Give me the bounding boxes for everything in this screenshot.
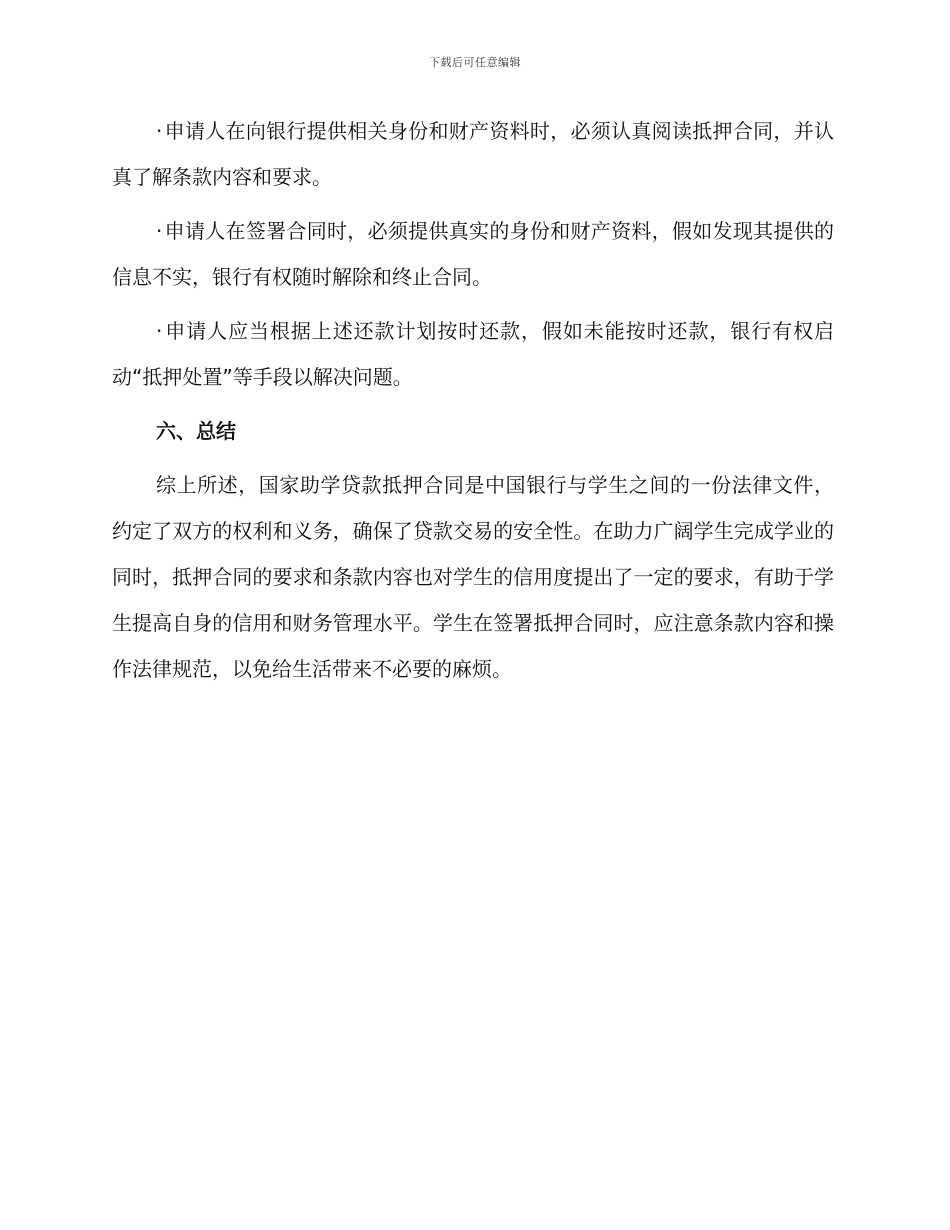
- bullet-paragraph-1: [112, 108, 834, 200]
- document-body: [112, 108, 834, 700]
- bullet-text: 申请人在签署合同时，必须提供真实的身份和财产资料，假如发现其提供的信息不实，银行有权随时解除和终止合同。: [112, 219, 834, 289]
- bullet-marker: ·: [156, 219, 163, 243]
- bullet-marker: ·: [156, 319, 163, 343]
- bullet-paragraph-2: [112, 208, 834, 300]
- summary-paragraph: 综上所述，国家助学贷款抵押合同是中国银行与学生之间的一份法律文件，约定了双方的权利和义务，确保了贷款交易的安全性。在助力广阔学生完成学业的同时，抵押合同的要求和条款内容也对学生的信用度提出了一定的要求，有助于学生提高自身的信用和财务管理水平。学生在签署抵押合同时，应注意条款内容和操作法律规范，以免给生活带来不必要的麻烦。: [112, 473, 834, 681]
- bullet-text: 申请人在向银行提供相关身份和财产资料时，必须认真阅读抵押合同，并认真了解条款内容和要求。: [112, 119, 834, 189]
- bullet-paragraph-3: [112, 308, 834, 400]
- section-heading: 六、总结: [156, 419, 236, 443]
- header-note: 下载后可任意编辑: [429, 56, 521, 69]
- bullet-marker: ·: [156, 119, 163, 143]
- bullet-text: 申请人应当根据上述还款计划按时还款，假如未能按时还款，银行有权启动“抵押处置”等手段以解决问题。: [112, 319, 834, 389]
